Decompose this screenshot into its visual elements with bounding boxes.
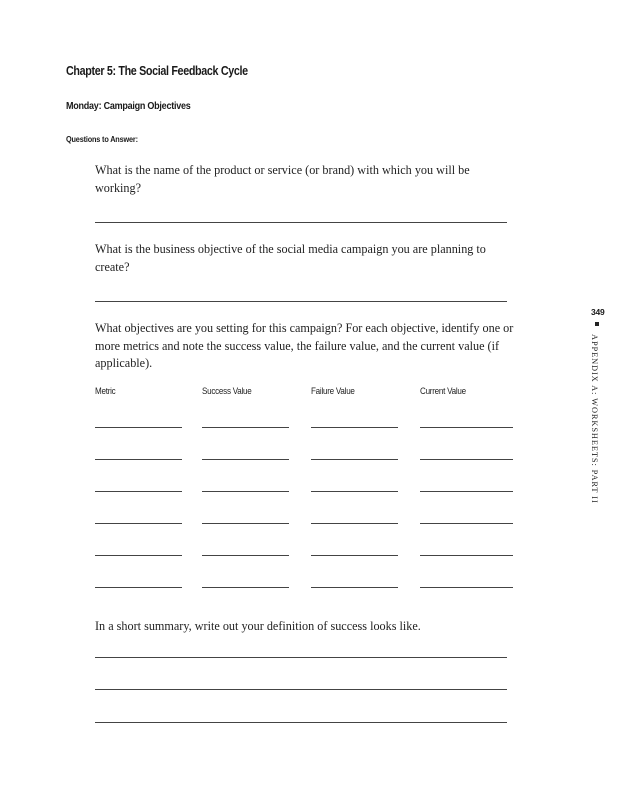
- questions-heading: Questions to Answer:: [66, 134, 138, 144]
- section-title: Monday: Campaign Objectives: [66, 100, 191, 112]
- table-cell-failure-value-row-1[interactable]: [311, 427, 398, 428]
- table-cell-metric-row-5[interactable]: [95, 555, 182, 556]
- table-cell-success-value-row-5[interactable]: [202, 555, 289, 556]
- answer-line-success-2[interactable]: [95, 689, 507, 690]
- table-cell-current-value-row-6[interactable]: [420, 587, 513, 588]
- table-cell-success-value-row-2[interactable]: [202, 459, 289, 460]
- table-cell-current-value-row-2[interactable]: [420, 459, 513, 460]
- column-header-metric: Metric: [95, 386, 116, 397]
- column-header-failure-value: Failure Value: [311, 386, 355, 397]
- table-cell-failure-value-row-4[interactable]: [311, 523, 398, 524]
- table-cell-metric-row-3[interactable]: [95, 491, 182, 492]
- table-cell-metric-row-2[interactable]: [95, 459, 182, 460]
- table-cell-failure-value-row-2[interactable]: [311, 459, 398, 460]
- chapter-title: Chapter 5: The Social Feedback Cycle: [66, 64, 248, 78]
- page-number: 349: [591, 307, 605, 317]
- question-campaign-objectives: What objectives are you setting for this campaign? For each objective, identify one or more metrics and note the success value, the failure value, and the current value (if applicable).: [95, 321, 514, 370]
- answer-line-success-3[interactable]: [95, 722, 507, 723]
- table-cell-success-value-row-4[interactable]: [202, 523, 289, 524]
- question-business-objective: What is the business objective of the social media campaign you are planning to create?: [95, 242, 486, 274]
- answer-line-business-objective[interactable]: [95, 301, 507, 302]
- answer-line-success-1[interactable]: [95, 657, 507, 658]
- question-definition-of-success: In a short summary, write out your definition of success looks like.: [95, 619, 421, 633]
- table-cell-metric-row-4[interactable]: [95, 523, 182, 524]
- table-cell-metric-row-6[interactable]: [95, 587, 182, 588]
- table-cell-success-value-row-1[interactable]: [202, 427, 289, 428]
- answer-line-product-name[interactable]: [95, 222, 507, 223]
- column-header-current-value: Current Value: [420, 386, 466, 397]
- running-header: APPENDIX A: WORKSHEETS: PART II: [590, 334, 599, 504]
- table-cell-current-value-row-1[interactable]: [420, 427, 513, 428]
- table-cell-metric-row-1[interactable]: [95, 427, 182, 428]
- table-cell-failure-value-row-5[interactable]: [311, 555, 398, 556]
- table-cell-current-value-row-3[interactable]: [420, 491, 513, 492]
- table-cell-current-value-row-4[interactable]: [420, 523, 513, 524]
- table-cell-current-value-row-5[interactable]: [420, 555, 513, 556]
- column-header-success-value: Success Value: [202, 386, 252, 397]
- square-bullet-icon: [595, 322, 599, 326]
- table-cell-success-value-row-3[interactable]: [202, 491, 289, 492]
- table-cell-failure-value-row-3[interactable]: [311, 491, 398, 492]
- table-cell-failure-value-row-6[interactable]: [311, 587, 398, 588]
- question-product-name: What is the name of the product or service (or brand) with which you will be working?: [95, 163, 470, 195]
- table-cell-success-value-row-6[interactable]: [202, 587, 289, 588]
